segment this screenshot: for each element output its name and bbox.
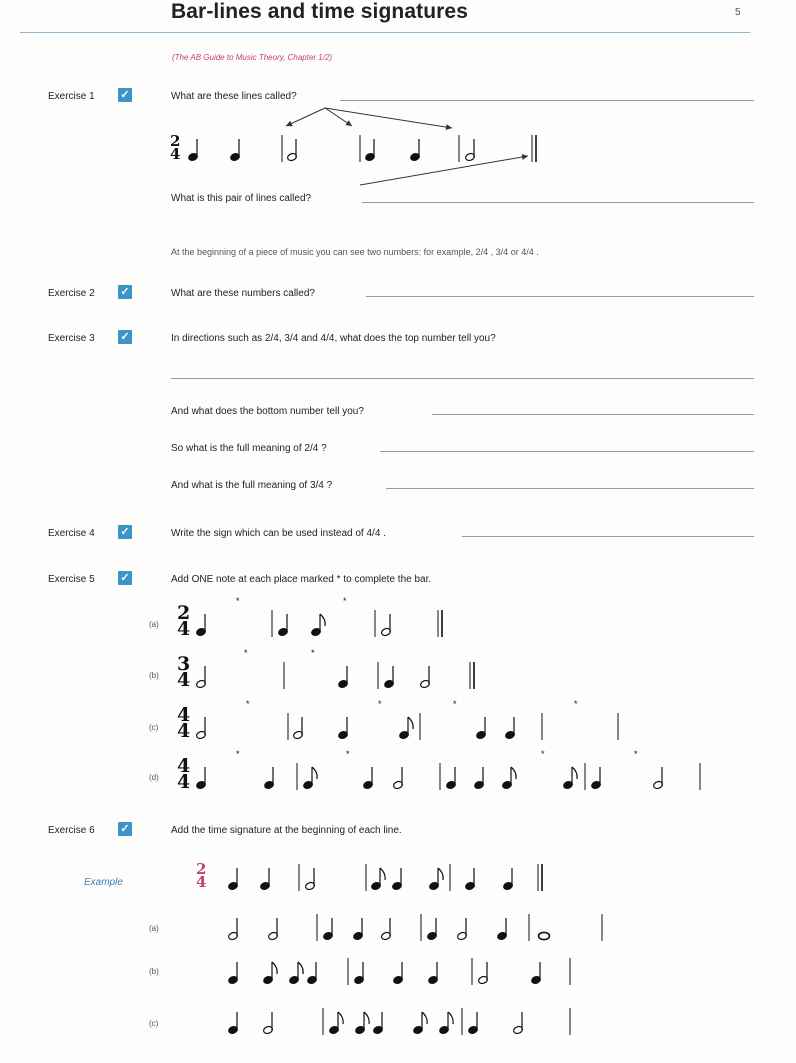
time-signature-bottom: 4 bbox=[177, 618, 191, 641]
page-number: 5 bbox=[735, 7, 741, 18]
star-marker: * bbox=[453, 699, 457, 709]
star-marker: * bbox=[378, 699, 382, 709]
check-box-icon[interactable]: ✓ bbox=[118, 571, 132, 585]
quaver-flag bbox=[272, 962, 277, 974]
ex6-question: Add the time signature at the beginning of each line. bbox=[171, 825, 402, 836]
arrows bbox=[286, 108, 528, 185]
exercise-3-label: Exercise 3 bbox=[48, 333, 95, 344]
star-marker: * bbox=[311, 648, 315, 658]
ex6-item-b-label: (b) bbox=[149, 967, 159, 976]
quaver-flag bbox=[320, 614, 325, 626]
ex3-question-2: And what does the bottom number tell you? bbox=[171, 406, 364, 417]
ex6-item-a-label: (a) bbox=[149, 924, 159, 933]
ex5-item-b-label: (b) bbox=[149, 671, 159, 680]
ex5-item-d-label: (d) bbox=[149, 773, 159, 782]
star-marker: * bbox=[346, 749, 350, 759]
quaver-flag bbox=[298, 962, 303, 974]
ex5-question: Add ONE note at each place marked * to complete the bar. bbox=[171, 574, 432, 585]
time-signature-top: 2 bbox=[170, 132, 181, 150]
ex3-question-1: In directions such as 2/4, 3/4 and 4/4, what does the top number tell you? bbox=[171, 333, 496, 344]
time-signature-bottom: 4 bbox=[177, 669, 191, 692]
ex5-item-c-label: (c) bbox=[149, 723, 159, 732]
check-box-icon[interactable]: ✓ bbox=[118, 88, 132, 102]
exercise-2-label: Exercise 2 bbox=[48, 288, 95, 299]
time-signature-top: 2 bbox=[196, 860, 207, 878]
check-box-icon[interactable]: ✓ bbox=[118, 822, 132, 836]
star-marker: * bbox=[343, 596, 347, 606]
check-box-icon[interactable]: ✓ bbox=[118, 525, 132, 539]
semibreve-note bbox=[539, 932, 550, 939]
exercise-1-label: Exercise 1 bbox=[48, 91, 95, 102]
quaver-flag bbox=[338, 1012, 343, 1024]
quaver-flag bbox=[572, 767, 577, 779]
star-marker: * bbox=[236, 749, 240, 759]
exercise-5-label: Exercise 5 bbox=[48, 574, 95, 585]
exercise-4-label: Exercise 4 bbox=[48, 528, 95, 539]
ex1-question-2: What is this pair of lines called? bbox=[171, 193, 312, 204]
star-marker: * bbox=[541, 749, 545, 759]
chapter-reference: (The AB Guide to Music Theory, Chapter 1/2) bbox=[172, 53, 333, 62]
ex3-question-3: So what is the full meaning of 2/4 ? bbox=[171, 443, 327, 454]
time-signature-bottom: 4 bbox=[170, 144, 181, 163]
intro-text: At the beginning of a piece of music you can see two numbers: for example, 2/4 , 3/4 or 4/4 . bbox=[171, 247, 539, 257]
exercise-6-label: Exercise 6 bbox=[48, 825, 95, 836]
time-signature-bottom: 4 bbox=[177, 771, 191, 794]
time-signature-top: 2 bbox=[177, 602, 191, 624]
time-signature-top: 4 bbox=[177, 704, 191, 726]
quaver-flag bbox=[422, 1012, 427, 1024]
check-box-icon[interactable]: ✓ bbox=[118, 285, 132, 299]
quaver-flag bbox=[380, 868, 385, 880]
time-signature-top: 4 bbox=[177, 755, 191, 777]
time-signature-top: 3 bbox=[177, 653, 191, 675]
quaver-flag bbox=[408, 717, 413, 729]
ex6-item-c-label: (c) bbox=[149, 1019, 159, 1028]
quaver-flag bbox=[438, 868, 443, 880]
star-marker: * bbox=[634, 749, 638, 759]
time-signature-bottom: 4 bbox=[177, 720, 191, 743]
quaver-flag bbox=[511, 767, 516, 779]
check-box-icon[interactable]: ✓ bbox=[118, 330, 132, 344]
quaver-flag bbox=[312, 767, 317, 779]
star-marker: * bbox=[244, 648, 248, 658]
ex2-question: What are these numbers called? bbox=[171, 288, 315, 299]
ex5-item-a-label: (a) bbox=[149, 620, 159, 629]
example-label: Example bbox=[84, 877, 123, 888]
star-marker: * bbox=[574, 699, 578, 709]
ex1-question-1: What are these lines called? bbox=[171, 91, 297, 102]
page-title: Bar-lines and time signatures bbox=[171, 0, 468, 23]
star-marker: * bbox=[236, 596, 240, 606]
star-marker: * bbox=[246, 699, 250, 709]
time-signature-bottom: 4 bbox=[196, 872, 207, 891]
quaver-flag bbox=[448, 1012, 453, 1024]
quaver-flag bbox=[364, 1012, 369, 1024]
ex3-question-4: And what is the full meaning of 3/4 ? bbox=[171, 480, 333, 491]
ex4-question: Write the sign which can be used instead of 4/4 . bbox=[171, 528, 386, 539]
